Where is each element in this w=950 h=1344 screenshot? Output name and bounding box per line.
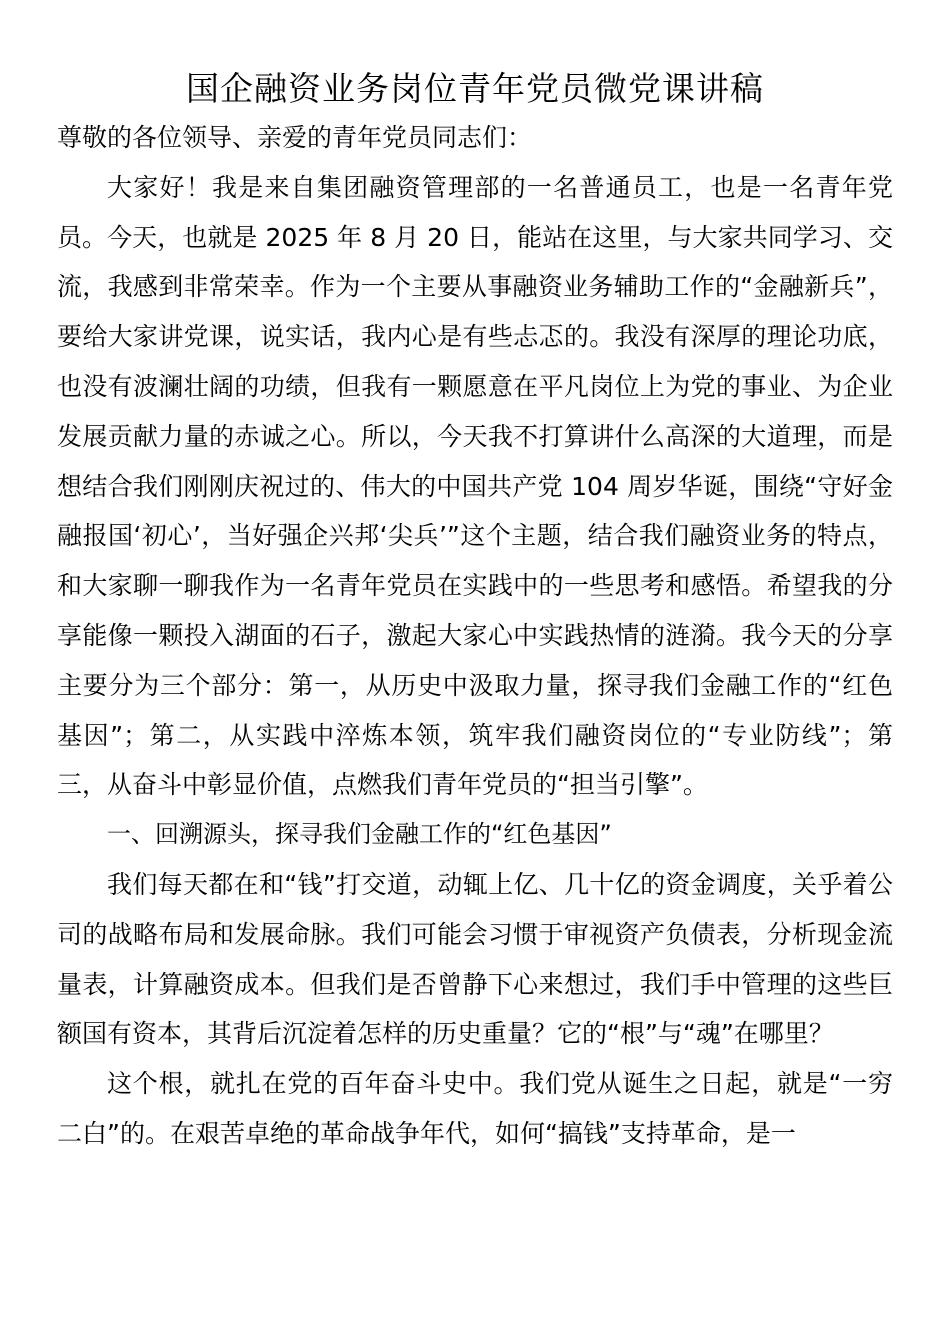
section-heading: 一、回溯源头，探寻我们金融工作的“红色基因” (107, 820, 612, 849)
intro-paragraph: 大家好！我是来自集团融资管理部的一名普通员工，也是一名青年党员。今天，也就是 2025 年 8 月 20 日，能站在这里，与大家共同学习、交流，我感到非常荣幸。作为一个主要从事融资业务辅助工作的“金融新兵”，要给大家讲党课，说实话，我内心是有些忐忑的。我没有深厚的理论功底，也没有波澜壮阔的功绩，但我有一颗愿意在平凡岗位上为党的事业、为企业发展贡献力量的赤诚之心。所以，今天我不打算讲什么高深的大道理，而是想结合我们刚刚庆祝过的、伟大的中国共产党 104 周岁华诞，围绕“守好金融报国‘初心’，当好强企兴邦‘尖兵’”这个主题，结合我们融资业务的特点，和大家聊一聊我作为一名青年党员在实践中的一些思考和感悟。希望我的分享能像一颗投入湖面的石子，激起大家心中实践热情的涟漪。我今天的分享主要分为三个部分：第一，从历史中汲取力量，探寻我们金融工作的“红色基因”；第二，从实践中淬炼本领，筑牢我们融资岗位的“专业防线”；第三，从奋斗中彰显价值，点燃我们青年党员的“担当引擎”。 (57, 172, 893, 800)
document-body (57, 113, 893, 1159)
section-paragraph: 我们每天都在和“钱”打交道，动辄上亿、几十亿的资金调度，关乎着公司的战略布局和发展命脉。我们可能会习惯于审视资产负债表，分析现金流量表，计算融资成本。但我们是否曾静下心来想过，我们手中管理的这些巨额国有资本，其背后沉淀着怎样的历史重量？它的“根”与“魂”在哪里？ (57, 869, 893, 1049)
salutation: 尊敬的各位领导、亲爱的青年党员同志们： (57, 123, 533, 152)
document-title: 国企融资业务岗位青年党员微党课讲稿 (186, 69, 764, 108)
section-paragraph: 这个根，就扎在党的百年奋斗史中。我们党从诞生之日起，就是“一穷二白”的。在艰苦卓绝的革命战争年代，如何“搞钱”支持革命，是一 (57, 1069, 893, 1148)
